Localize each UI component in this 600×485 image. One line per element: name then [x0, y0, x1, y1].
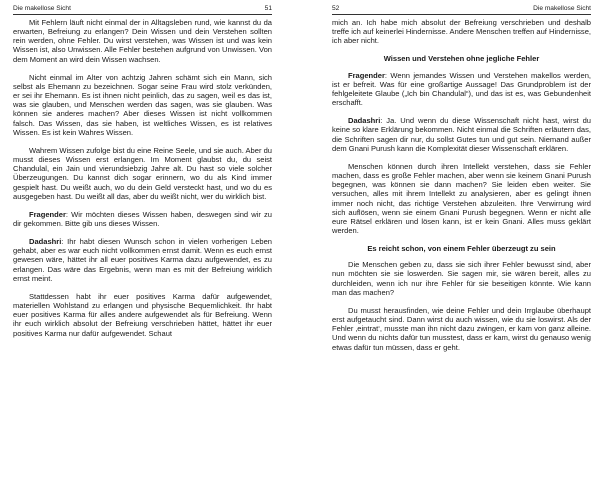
paragraph: Du musst herausfinden, wie deine Fehler und dein Irrglaube überhaupt erst aufgetaucht sind. Dann wirst du auch wissen, wie du sie loswirst. Als der Fehler ‚eintrat‘, musste man ihn nicht dazu zwingen, er kam von ganz alleine. Und wenn du nichts dafür tun musstest, dass er kam, wirst du genauso wenig etwas dafür tun müssen, dass er geht. — [332, 305, 591, 352]
dialogue-paragraph — [332, 116, 591, 153]
paragraph: Stattdessen habt ihr euer positives Karma dafür aufgewendet, materiellen Wohlstand zu erlangen und physische Bequemlichkeit. Ihr habt euer positives Karma für alles andere aufgewendet als für Befreiung. Wenn ihr euch wirklich absolut der Befreiung verschrieben hättet, hättet ihr euer positives Karma nur dafür aufgewendet. Schaut — [13, 291, 272, 338]
dialogue-text: : Wir möchten dieses Wissen haben, deswegen sind wir zu dir gekommen. Bitte gib uns dieses Wissen. — [13, 209, 272, 228]
running-header — [13, 0, 272, 15]
section-heading: Es reicht schon, von einem Fehler überzeugt zu sein — [367, 244, 556, 254]
running-header — [332, 0, 591, 15]
paragraph: mich an. Ich habe mich absolut der Befreiung verschrieben und deshalb treffe ich auf keinerlei Hindernisse. Andere Menschen treffen auf Hindernisse, ich aber nicht. — [332, 18, 591, 46]
dialogue-text: : Wenn jemandes Wissen und Verstehen makellos werden, ist er befreit. Was für eine großartige Aussage! Das Grundproblem ist der fehlgeleitete Glaube („Ich bin Chandulal“), und das ist es, was Gebundenheit erschafft. — [332, 70, 591, 108]
paragraph: Nicht einmal im Alter von achtzig Jahren schämt sich ein Mann, sich selbst als Ehemann zu bezeichnen. Sogar seine Frau wird stolz verkünden, er sei ihr Ehemann. Es ist ihnen nicht peinlich, das zu sagen, weil es das ist, was sie glauben, und Menschen werden das sagen, was sie glauben. Was können sie anderes machen? Aber dieses Wissen ist nicht vollkommen falsch. Das Wissen, das sie haben, ist weltliches Wissen, es ist relatives Wissen. Es ist kein Wahres Wissen. — [13, 72, 272, 137]
section-heading: Wissen und Verstehen ohne jegliche Fehler — [383, 54, 540, 64]
page-body — [13, 15, 272, 338]
dialogue-paragraph — [13, 210, 272, 228]
dialogue-text: : Ja. Und wenn du diese Wissenschaft nicht hast, wirst du keine so klare Erklärung bekommen. Nicht einmal die Schriften erläutern das, die Schriften sagen dir nur, du sollst Gutes tun und gut sein. Niemand außer dem Gnani Purush kann die Komplexität dieser Wissenschaft erklären. — [332, 116, 591, 153]
page-body — [332, 15, 591, 352]
speaker-label: Dadashri — [29, 237, 62, 247]
paragraph: Die Menschen geben zu, dass sie sich ihrer Fehler bewusst sind, aber nun möchten sie sie loswerden. Sie sagen mir, sie wären bereit, alles zu durchleiden, wenn ich nur ihre Fehler für sie beseitigen könnte. Wie kann man das machen? — [332, 260, 591, 297]
speaker-label: Fragender — [29, 209, 66, 219]
right-page — [332, 0, 591, 485]
speaker-label: Fragender — [348, 70, 385, 80]
page-number: 51 — [264, 5, 272, 12]
speaker-label: Dadashri — [348, 116, 381, 126]
dialogue-paragraph — [332, 71, 591, 108]
left-page — [13, 0, 272, 485]
paragraph: Wahrem Wissen zufolge bist du eine Reine Seele, und sie auch. Aber du musst dieses Wissen erst erlangen. Im Moment glaubst du, du seist Chandulal, ein Jain und vierundsiebzig Jahre alt. Du hast so viele solcher Überzeugungen. Du kannst dich sogar erinnern, wo du als Kind immer gespielt hast. Du weißt auch, wo du dein Geld versteckt hast, und wo du es ausgegeben hast. Du weißt all das, aber du weißt nicht, wer du wirklich bist. — [13, 145, 272, 201]
paragraph: Mit Fehlern läuft nicht einmal der in Alltagsleben rund, wie kannst du da erwarten, Befreiung zu erlangen? Dein Wissen und dein Verstehen sollten rein werden, ohne Fehler. Du wirst verstehen, was Wissen ist und was kein Wissen ist, also Unwissen. Alle Fehler bestehen aufgrund von Unwissen. Von dem Moment an wird dein Wissen wachsen. — [13, 18, 272, 64]
page-number: 52 — [332, 5, 340, 12]
dialogue-text: : Ihr habt diesen Wunsch schon in vielen vorherigen Leben gehabt, aber es war euch nicht vollkommen ernst damit. Wenn es euch ernst gewesen wäre, hättet ihr all euer positives Karma dazu aufgewendet, es zu erlangen. Das wäre das Ergebnis, wenn man es mit der Befreiung wirklich ernst meint. — [13, 237, 272, 283]
header-title: Die makellose Sicht — [533, 5, 591, 12]
dialogue-paragraph — [13, 237, 272, 283]
paragraph: Menschen können durch ihren Intellekt verstehen, dass sie Fehler machen, dass es große Fehler machen, aber wenn sie keinem Gnani Purush begegnen, was können sie dann machen? Sie leiden eben weiter. Sie versuchen, alles mit ihrem Intellekt zu analysieren, aber es gelingt ihnen immer noch nicht, das richtige Verstehen abzuleiten. Ihre Verwirrung wird sich auflösen, wenn sie einem Gnani Purush begegnen. Wenn er nicht alle eure Rätsel erklären und lösen kann, ist er kein Gnani. Alles muss geklärt werden. — [332, 161, 591, 235]
header-title: Die makellose Sicht — [13, 5, 71, 12]
